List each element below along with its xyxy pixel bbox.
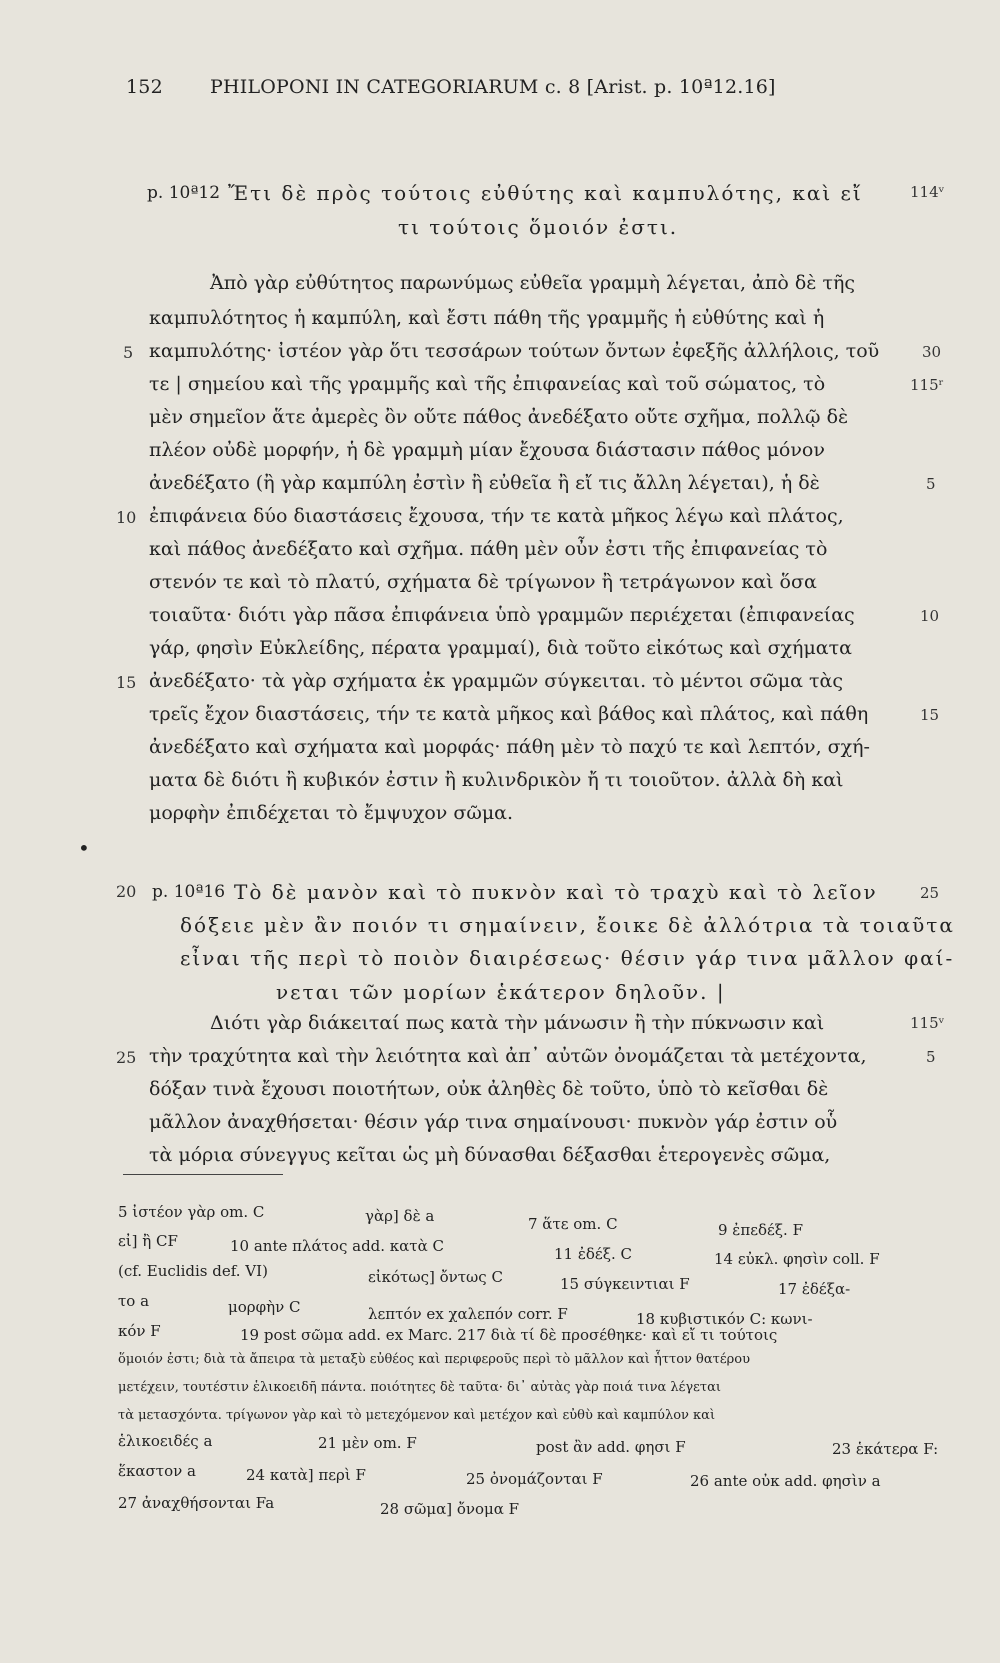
text-line: τοιαῦτα· διότι γὰρ πᾶσα ἐπιφάνεια ὑπὸ γραμμῶν περιέχεται (ἐπιφανείας bbox=[149, 604, 855, 626]
footnote: εἰ] ἢ CF bbox=[118, 1232, 178, 1250]
text-line: καμπυλότης· ἰστέον γὰρ ὅτι τεσσάρων τούτων ὄντων ἐφεξῆς ἀλλήλοις, τοῦ bbox=[149, 340, 880, 362]
lemma-line: Τὸ δὲ μανὸν καὶ τὸ πυκνὸν καὶ τὸ τραχὺ καὶ τὸ λεῖον bbox=[234, 880, 878, 904]
text-line: δόξαν τινὰ ἔχουσι ποιοτήτων, οὐκ ἀληθὲς δὲ τοῦτο, ὑπὸ τὸ κεῖσθαι δὲ bbox=[149, 1078, 829, 1100]
footnote: εἰκότως] ὄντως C bbox=[368, 1268, 503, 1286]
lemma-reference: p. 10ª16 bbox=[152, 882, 226, 902]
footnote: ἕκαστον a bbox=[118, 1462, 196, 1480]
line-number: 5 bbox=[123, 343, 134, 362]
margin-ref: 115ᵛ bbox=[910, 1014, 945, 1032]
text-line: τὴν τραχύτητα καὶ τὴν λειότητα καὶ ἀπ᾽ αὐτῶν ὀνομάζεται τὰ μετέχοντα, bbox=[149, 1045, 867, 1067]
lemma-line: τι τούτοις ὅμοιόν ἐστι. bbox=[398, 215, 679, 239]
page-number: 152 bbox=[126, 76, 163, 98]
margin-ref: 15 bbox=[920, 706, 940, 724]
text-line: τὰ μόρια σύνεγγυς κεῖται ὡς μὴ δύνασθαι δέξασθαι ἑτερογενὲς σῶμα, bbox=[149, 1144, 831, 1166]
text-line: Ἀπὸ γὰρ εὐθύτητος παρωνύμως εὐθεῖα γραμμὴ λέγεται, ἀπὸ δὲ τῆς bbox=[210, 272, 856, 294]
lemma-line: Ἔτι δὲ πρὸς τούτοις εὐθύτης καὶ καμπυλότης, καὶ εἴ bbox=[228, 181, 863, 205]
footnote: 18 κυβιστικόν C: κωνι- bbox=[636, 1310, 813, 1328]
footnote: 5 ἰστέον γὰρ om. C bbox=[118, 1203, 265, 1221]
text-line: ἀνεδέξατο καὶ σχήματα καὶ μορφάς· πάθη μὲν τὸ παχύ τε καὶ λεπτόν, σχή- bbox=[149, 736, 870, 758]
footnote: μορφὴν C bbox=[228, 1298, 301, 1316]
text-line: ἀνεδέξατο (ἢ γὰρ καμπύλη ἐστὶν ἢ εὐθεῖα ἢ εἴ τις ἄλλη λέγεται), ἡ δὲ bbox=[149, 472, 820, 494]
footnote: (cf. Euclidis def. VI) bbox=[118, 1262, 268, 1280]
margin-ref: 5 bbox=[926, 1048, 936, 1066]
text-line: ματα δὲ διότι ἢ κυβικόν ἐστιν ἢ κυλινδρικὸν ἤ τι τοιοῦτον. ἀλλὰ δὴ καὶ bbox=[149, 769, 844, 791]
running-title: PHILOPONI IN CATEGORIARUM c. 8 [Arist. p. 10ª12.16] bbox=[210, 76, 776, 98]
line-number: 20 bbox=[116, 882, 137, 901]
text-line: μορφὴν ἐπιδέχεται τὸ ἔμψυχον σῶμα. bbox=[149, 802, 514, 824]
footnote: 21 μὲν om. F bbox=[318, 1434, 417, 1452]
footnote: 28 σῶμα] ὄνομα F bbox=[380, 1500, 520, 1518]
text-line: μὲν σημεῖον ἅτε ἀμερὲς ὂν οὔτε πάθος ἀνεδέξατο οὔτε σχῆμα, πολλῷ δὲ bbox=[149, 406, 849, 428]
line-number: 10 bbox=[116, 508, 137, 527]
text-line: καὶ πάθος ἀνεδέξατο καὶ σχῆμα. πάθη μὲν οὖν ἐστι τῆς ἐπιφανείας τὸ bbox=[149, 538, 828, 560]
footnote: 11 ἐδέξ. C bbox=[554, 1245, 632, 1263]
text-line: τε | σημείου καὶ τῆς γραμμῆς καὶ τῆς ἐπιφανείας καὶ τοῦ σώματος, τὸ bbox=[149, 373, 826, 395]
lemma-line: εἶναι τῆς περὶ τὸ ποιὸν διαιρέσεως· θέσιν γάρ τινα μᾶλλον φαί- bbox=[180, 946, 955, 970]
text-line: καμπυλότητος ἡ καμπύλη, καὶ ἔστι πάθη τῆς γραμμῆς ἡ εὐθύτης καὶ ἡ bbox=[149, 307, 825, 329]
footnote: 27 ἀναχθήσονται Fa bbox=[118, 1494, 275, 1512]
footnote: 9 ἐπεδέξ. F bbox=[718, 1221, 803, 1239]
margin-ref: 115ʳ bbox=[910, 376, 944, 394]
text-line: ἀνεδέξατο· τὰ γὰρ σχήματα ἐκ γραμμῶν σύγκειται. τὸ μέντοι σῶμα τὰς bbox=[149, 670, 844, 692]
lemma-line: δόξειε μὲν ἂν ποιόν τι σημαίνειν, ἔοικε δὲ ἀλλότρια τὰ τοιαῦτα bbox=[180, 913, 955, 937]
margin-ref: 30 bbox=[922, 343, 942, 361]
lemma-reference: p. 10ª12 bbox=[147, 183, 221, 203]
footnote: γὰρ] δὲ a bbox=[365, 1207, 435, 1225]
text-line: ἐπιφάνεια δύο διαστάσεις ἔχουσα, τήν τε κατὰ μῆκος λέγω καὶ πλάτος, bbox=[149, 505, 844, 527]
margin-marker-dot: • bbox=[78, 836, 90, 860]
footnote: κόν F bbox=[118, 1322, 161, 1340]
footnote: 19 post σῶμα add. ex Marc. 217 διὰ τί δὲ προσέθηκε· καὶ εἴ τι τούτοις bbox=[240, 1326, 778, 1344]
footnote: το a bbox=[118, 1292, 150, 1310]
text-line: στενόν τε καὶ τὸ πλατύ, σχήματα δὲ τρίγωνον ἢ τετράγωνον καὶ ὅσα bbox=[149, 571, 817, 593]
footnote: 24 κατὰ] περὶ F bbox=[246, 1466, 366, 1484]
footnote: 26 ante οὐκ add. φησὶν a bbox=[690, 1472, 881, 1490]
margin-ref: 25 bbox=[920, 884, 940, 902]
line-number: 25 bbox=[116, 1048, 137, 1067]
text-line: γάρ, φησὶν Εὐκλείδης, πέρατα γραμμαί), διὰ τοῦτο εἰκότως καὶ σχήματα bbox=[149, 637, 852, 659]
margin-ref: 5 bbox=[926, 475, 936, 493]
footnote: 23 ἑκάτερα F: bbox=[832, 1440, 939, 1458]
text-line: Διότι γὰρ διάκειταί πως κατὰ τὴν μάνωσιν ἢ τὴν πύκνωσιν καὶ bbox=[210, 1012, 825, 1034]
text-line: πλέον οὐδὲ μορφήν, ἡ δὲ γραμμὴ μίαν ἔχουσα διάστασιν πάθος μόνον bbox=[149, 439, 825, 461]
footnote: 15 σύγκειντιαι F bbox=[560, 1275, 690, 1293]
margin-ref: 114ᵛ bbox=[910, 183, 945, 201]
text-line: μᾶλλον ἀναχθήσεται· θέσιν γάρ τινα σημαίνουσι· πυκνὸν γάρ ἐστιν οὗ bbox=[149, 1111, 838, 1133]
page-header bbox=[126, 76, 826, 98]
footnote: ἑλικοειδές a bbox=[118, 1432, 213, 1450]
footnote-separator bbox=[123, 1174, 283, 1175]
footnote: 17 ἐδέξα- bbox=[778, 1280, 851, 1298]
footnote: 10 ante πλάτος add. κατὰ C bbox=[230, 1237, 444, 1255]
footnote: 7 ἅτε om. C bbox=[528, 1215, 618, 1233]
lemma-line: νεται τῶν μορίων ἑκάτερον δηλοῦν. | bbox=[276, 980, 726, 1004]
footnote: post ἂν add. φησι F bbox=[536, 1438, 686, 1456]
footnote: ὅμοιόν ἐστι; διὰ τὰ ἄπειρα τὰ μεταξὺ εὐθέος καὶ περιφεροῦς περὶ τὸ μᾶλλον καὶ ἧττον θατέρου bbox=[118, 1352, 750, 1367]
footnote: μετέχειν, τουτέστιν ἑλικοειδῆ πάντα. ποιότητες δὲ ταῦτα· δι᾽ αὐτὰς γὰρ ποιά τινα λέγεται bbox=[118, 1380, 721, 1395]
footnote: τὰ μετασχόντα. τρίγωνον γὰρ καὶ τὸ μετεχόμενον καὶ μετέχον καὶ εὐθὺ καὶ καμπύλον καὶ bbox=[118, 1408, 716, 1423]
footnote: λεπτόν ex χαλεπόν corr. F bbox=[368, 1305, 568, 1323]
margin-ref: 10 bbox=[920, 607, 940, 625]
line-number: 15 bbox=[116, 673, 137, 692]
footnote: 25 ὀνομάζονται F bbox=[466, 1470, 603, 1488]
footnote: 14 εὐκλ. φησὶν coll. F bbox=[714, 1250, 880, 1268]
text-line: τρεῖς ἔχον διαστάσεις, τήν τε κατὰ μῆκος καὶ βάθος καὶ πλάτος, καὶ πάθη bbox=[149, 703, 869, 725]
